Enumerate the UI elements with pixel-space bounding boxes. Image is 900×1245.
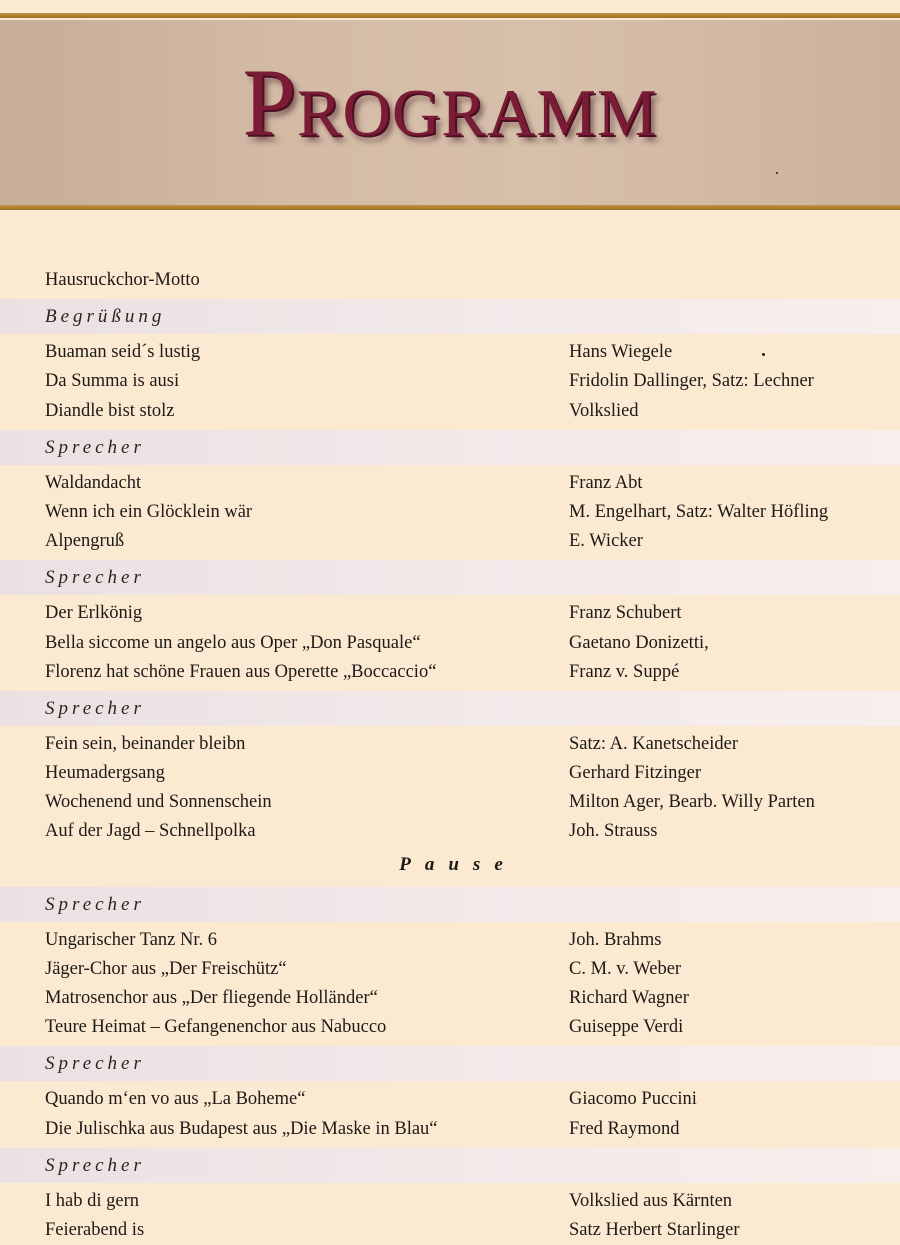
piece-title: Matrosenchor aus „Der fliegende Holländer“ — [45, 988, 378, 1008]
piece-title: Heumadergsang — [45, 763, 165, 784]
program-row — [0, 469, 900, 498]
program-row — [0, 1013, 900, 1042]
piece-composer: Fred Raymond — [569, 1118, 680, 1139]
section-label: Sprecher — [45, 1053, 145, 1075]
piece-composer: Volkslied — [569, 400, 639, 421]
piece-title: Florenz hat schöne Frauen aus Operette „Boccaccio“ — [45, 661, 437, 682]
piece-composer: Franz Abt — [569, 472, 643, 493]
program-row — [0, 629, 900, 658]
piece-composer: Gerhard Fitzinger — [569, 763, 702, 784]
piece-composer: Franz v. Suppé — [569, 661, 680, 682]
pause-marker: Pause — [399, 853, 517, 875]
piece-composer: Joh. Strauss — [569, 821, 658, 842]
section-heading — [0, 1148, 900, 1183]
piece-title: Ungarischer Tanz Nr. 6 — [45, 929, 218, 950]
bottom-gold-rule — [0, 205, 900, 210]
section-label: Begrüßung — [45, 306, 166, 328]
piece-title: Auf der Jagd – Schnellpolka — [45, 821, 256, 842]
section-heading — [0, 299, 900, 334]
piece-title: Wenn ich ein Glöcklein wär — [45, 501, 253, 522]
piece-composer: Richard Wagner — [569, 988, 689, 1008]
piece-composer: Franz Schubert — [569, 603, 682, 624]
piece-title: Bella siccome un angelo aus Oper „Don Pasquale“ — [45, 632, 421, 653]
print-speck — [776, 172, 778, 174]
program-row — [0, 817, 900, 846]
piece-title: Diandle bist stolz — [45, 400, 175, 421]
piece-composer: Giacomo Puccini — [569, 1089, 697, 1110]
piece-title: Waldandacht — [45, 472, 142, 493]
top-gold-rule — [0, 13, 900, 18]
section-label: Sprecher — [45, 893, 145, 915]
program-row — [0, 984, 900, 1013]
program-row — [0, 955, 900, 984]
program-list — [0, 266, 900, 1245]
piece-composer: Gaetano Donizetti, — [569, 632, 709, 653]
section-heading — [0, 691, 900, 726]
program-row — [0, 367, 900, 396]
program-row — [0, 759, 900, 788]
program-row — [0, 397, 900, 426]
program-row — [0, 926, 900, 955]
piece-composer: C. M. v. Weber — [569, 958, 682, 979]
piece-title: Feierabend is — [45, 1219, 145, 1240]
piece-composer: Satz Herbert Starlinger — [569, 1219, 740, 1240]
piece-composer: Hans Wiegele — [569, 342, 673, 363]
section-label: Sprecher — [45, 436, 145, 458]
program-row — [0, 1085, 900, 1114]
piece-title: Die Julischka aus Budapest aus „Die Maske in Blau“ — [45, 1118, 438, 1139]
piece-composer: Joh. Brahms — [569, 929, 662, 950]
page-title: Programm — [242, 49, 658, 156]
piece-composer: Satz: A. Kanetscheider — [569, 733, 739, 754]
program-row — [0, 599, 900, 628]
piece-composer: M. Engelhart, Satz: Walter Höfling — [569, 501, 829, 522]
program-row — [0, 338, 900, 367]
piece-title: Teure Heimat – Gefangenenchor aus Nabucco — [45, 1017, 387, 1038]
section-heading — [0, 887, 900, 922]
piece-title: Jäger-Chor aus „Der Freischütz“ — [45, 958, 287, 979]
section-label: Sprecher — [45, 1154, 145, 1176]
program-row — [0, 658, 900, 687]
program-row — [0, 730, 900, 759]
section-label: Sprecher — [45, 567, 145, 589]
piece-composer: Volkslied aus Kärnten — [569, 1190, 733, 1211]
program-row — [0, 266, 900, 295]
piece-composer: E. Wicker — [569, 531, 643, 552]
piece-composer: Milton Ager, Bearb. Willy Parten — [569, 792, 815, 813]
program-row — [0, 1115, 900, 1144]
program-row — [0, 788, 900, 817]
section-heading — [0, 1046, 900, 1081]
piece-title: Fein sein, beinander bleibn — [45, 733, 246, 754]
piece-title: I hab di gern — [45, 1190, 140, 1211]
piece-title: Alpengruß — [45, 531, 125, 552]
piece-composer: Guiseppe Verdi — [569, 1017, 684, 1038]
program-row — [0, 1187, 900, 1216]
section-heading — [0, 560, 900, 595]
program-row — [0, 527, 900, 556]
section-label: Sprecher — [45, 697, 145, 719]
piece-title: Wochenend und Sonnenschein — [45, 792, 272, 813]
program-row — [0, 498, 900, 527]
piece-title: Hausruckchor-Motto — [45, 270, 200, 290]
piece-title: Quando m‘en vo aus „La Boheme“ — [45, 1089, 306, 1110]
piece-title: Da Summa is ausi — [45, 371, 180, 392]
piece-title: Buaman seid´s lustig — [45, 342, 201, 363]
piece-title: Der Erlkönig — [45, 603, 143, 624]
section-heading — [0, 430, 900, 465]
piece-composer: Fridolin Dallinger, Satz: Lechner — [569, 371, 814, 392]
